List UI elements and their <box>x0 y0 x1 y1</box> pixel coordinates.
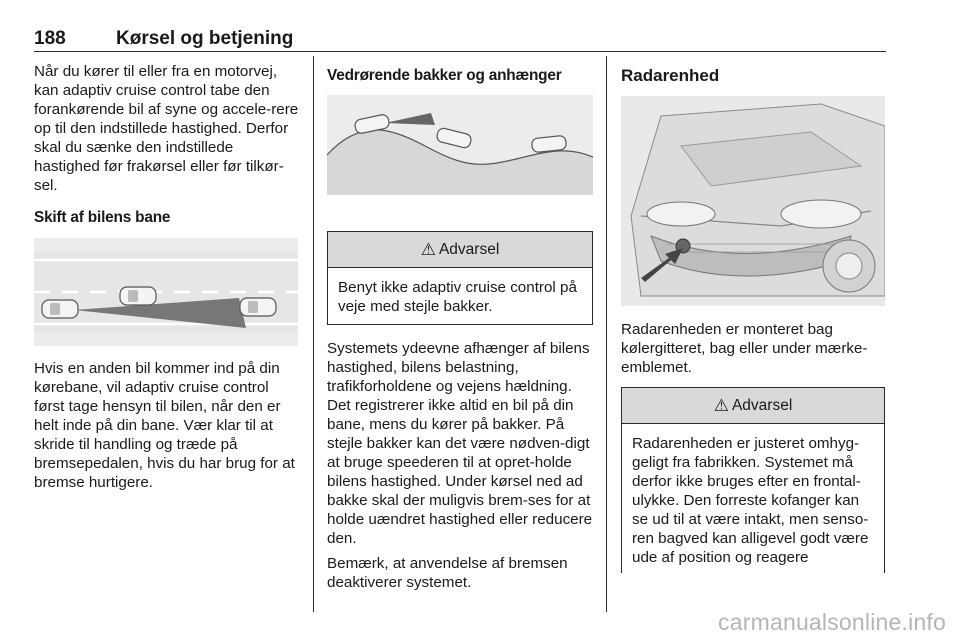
page-header <box>34 28 886 52</box>
radar-paragraph: Radarenheden er monteret bag kølergitteret, bag eller under mærke-emblemet. <box>621 321 868 376</box>
hills-warning-header <box>328 232 592 268</box>
radar-heading: Radarenhed <box>621 66 720 85</box>
page-number: 188 <box>34 28 66 49</box>
warning-triangle-icon: ⚠ <box>420 239 436 259</box>
hills-warning-box <box>327 231 593 325</box>
column-1 <box>34 62 300 492</box>
hills-paragraph: Systemets ydeevne afhænger af bilens hastighed, bilens belastning, trafikforholdene og vejens hældning. Det registrerer ikke altid en bil på din bane, mens du kører på bakker. På stejle bakker kan det være nødven-digt at bruge speederen til at opret-holde bilens hastighed. Under kørsel ned ad bakke skal der muligvis brem-ses for at holde uændret hastighed eller reducere den. <box>327 340 593 547</box>
watermark-text: carmanualsonline.info <box>718 609 946 635</box>
hills-warning-text: Benyt ikke adaptiv cruise control på veje med stejle bakker. <box>338 279 577 315</box>
hills-illustration <box>327 95 593 195</box>
brake-note-paragraph: Bemærk, at anvendelse af bremsen deaktiverer systemet. <box>327 555 568 591</box>
column-divider-2 <box>606 56 607 612</box>
warning-triangle-icon: ⚠ <box>713 395 729 415</box>
lane-change-heading: Skift af bilens bane <box>34 209 171 226</box>
lane-change-illustration <box>34 238 298 346</box>
radar-warning-title: Advarsel <box>731 396 793 414</box>
radar-unit-illustration <box>621 96 885 306</box>
column-divider-1 <box>313 56 314 612</box>
column-3 <box>621 62 885 573</box>
hills-heading: Vedrørende bakker og anhænger <box>327 67 562 84</box>
column-2 <box>327 62 593 592</box>
intro-paragraph: Når du kører til eller fra en motorvej, kan adaptiv cruise control tabe den forankørende bil af syne og accele-rere op til den indstillede hastighed. Derfor skal du sænke den indstillede hastighed før frakørsel eller før tilkør-sel. <box>34 63 299 194</box>
radar-warning-header <box>622 388 884 424</box>
lane-change-paragraph: Hvis en anden bil kommer ind på din kørebane, vil adaptiv cruise control først tage hensyn til bilen, når den er helt inde på din bane. Vær klar til at skride til handling og træde på bremsepedalen, hvis du har brug for at bremse hurtigere. <box>34 360 295 491</box>
radar-warning-box <box>621 387 885 573</box>
radar-warning-text: Radarenheden er justeret omhyg-geligt fra fabrikken. Systemet må derfor ikke bruges efter en frontal-ulykke. Den forreste kofanger kan se ud til at være intakt, men senso-ren bagved kan alligevel godt være ude af position og reagere <box>632 435 869 566</box>
hills-warning-title: Advarsel <box>438 240 500 258</box>
chapter-title: Kørsel og betjening <box>116 28 294 49</box>
